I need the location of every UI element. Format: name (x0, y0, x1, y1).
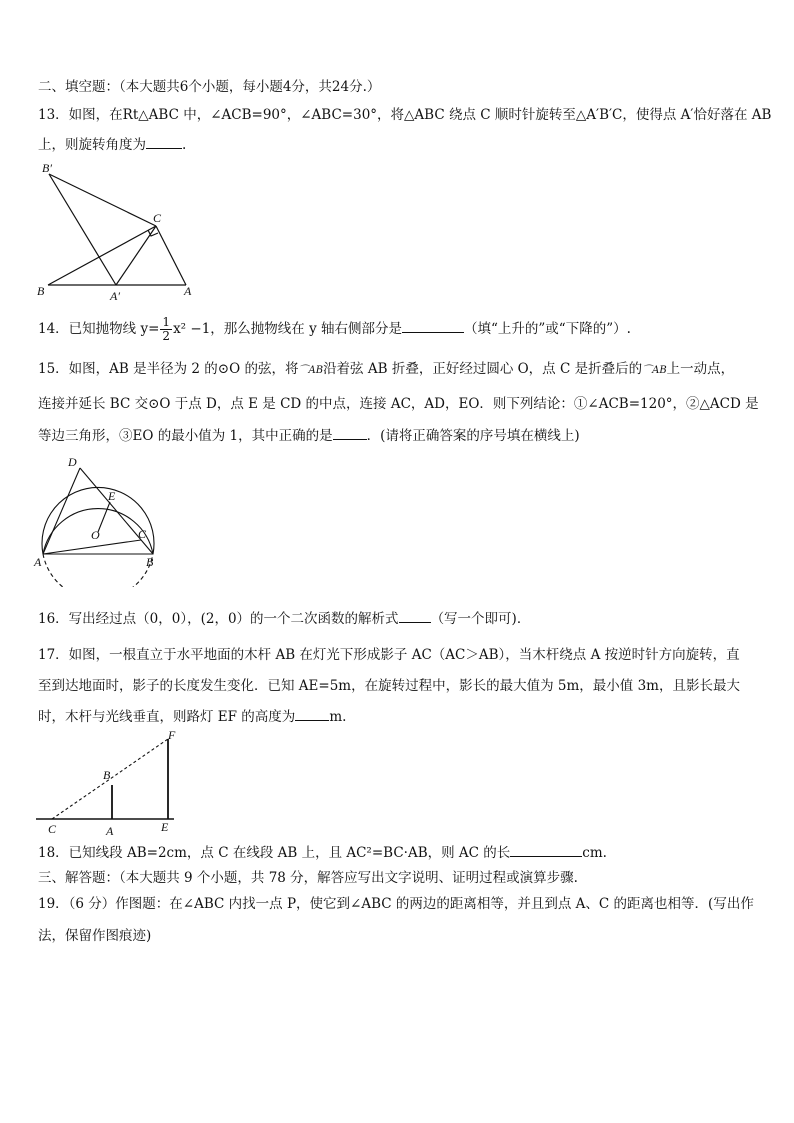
q19-line1: 19．（6 分）作图题：在∠ABC 内找一点 P，使它到∠ABC 的两边的距离相等，并且到点 A、C 的距离也相等．(写出作 (38, 896, 754, 912)
q18-text1: 18．已知线段 AB=2cm，点 C 在线段 AB 上，且 AC²=BC·AB，则 AC 的长 (38, 845, 511, 861)
label-a: A (106, 824, 114, 838)
label-e: E (108, 489, 116, 503)
label-c: C (138, 527, 147, 541)
q15-line2: 连接并延长 BC 交⊙O 于点 D，点 E 是 CD 的中点，连接 AC，AD，EO．则下列结论：①∠ACB=120°，②△ACD 是 (38, 396, 759, 412)
fraction-numerator: 1 (162, 315, 171, 329)
q14-text3: （填“上升的”或“下降的”）. (464, 321, 631, 337)
q15-text3: 上一动点， (666, 361, 735, 377)
label-a: A (184, 284, 192, 298)
edge-ca (156, 226, 186, 285)
q17-figure (34, 727, 184, 843)
label-a-prime: A′ (110, 289, 120, 303)
q17-line1: 17．如图，一根直立于水平地面的木杆 AB 在灯光下形成影子 AC（AC＞AB），当木杆绕点 A 按逆时针方向旋转，直 (38, 647, 740, 663)
q18-line (38, 844, 760, 862)
q13-text: 上，则旋转角度为 (38, 137, 146, 153)
q13-line1: 13．如图，在Rt△ABC 中，∠ACB=90°，∠ABC=30°，将△ABC 绕点 C 顺时针旋转至△A′B′C，使得点 A′恰好落在 AB (38, 107, 772, 123)
q18-text2: cm. (582, 845, 607, 861)
section-title: 二、填空题：（本大题共6个小题，每小题4分，共24分.） (38, 79, 381, 95)
label-a: A (34, 555, 42, 569)
q15-figure (30, 452, 170, 591)
fraction (160, 316, 172, 343)
q19-line2: 法，保留作图痕迹) (38, 928, 152, 944)
arc-ab: ⌒AB (298, 365, 324, 376)
label-b-prime: B′ (42, 161, 52, 175)
label-e: E (161, 820, 169, 834)
answer-blank (146, 136, 182, 149)
q15-line3 (38, 427, 760, 445)
q17-text1: 时，木杆与光线垂直，则路灯 EF 的高度为 (38, 709, 296, 725)
answer-blank (295, 708, 329, 721)
q16-line (38, 610, 760, 628)
arc-ab: ⌒AB (642, 365, 667, 376)
q17-text2: m. (329, 709, 347, 725)
q13-figure (34, 158, 204, 307)
segment-ad (43, 468, 80, 554)
q14-text2: x² −1，那么抛物线在 y 轴右侧部分是 (173, 321, 402, 337)
label-f: F (168, 728, 176, 742)
circle-o (42, 487, 154, 554)
circle-dashed-arc (43, 554, 153, 587)
edge-bc (48, 226, 156, 285)
q13-line2 (38, 136, 760, 154)
q15-text4: 等边三角形，③EO 的最小值为 1，其中正确的是 (38, 428, 333, 444)
q16-text1: 16．写出经过点（0，0），(2，0）的一个二次函数的解析式 (38, 611, 399, 627)
section-title: 三、解答题：（本大题共 9 个小题，共 78 分，解答应写出文字说明、证明过程或演算步骤. (38, 870, 578, 886)
answer-blank (333, 427, 367, 440)
label-b: B (146, 555, 154, 569)
label-b: B (37, 284, 45, 298)
q14-line (38, 314, 760, 344)
q16-text2: （写一个即可)． (430, 611, 531, 627)
label-d: D (68, 455, 77, 469)
q14-text1: 14．已知抛物线 y= (38, 321, 160, 337)
q13-end: . (182, 137, 187, 153)
label-o: O (91, 528, 100, 542)
q17-line2: 至到达地面时，影子的长度发生变化．已知 AE=5m，在旋转过程中，影长的最大值为 5m，最小值 3m，且影长最大 (38, 678, 740, 694)
q15-text5: ．(请将正确答案的序号填在横线上) (366, 428, 580, 444)
q15-line1 (38, 360, 760, 380)
answer-blank (399, 610, 431, 623)
label-c: C (153, 211, 162, 225)
q15-text1: 15．如图，AB 是半径为 2 的⊙O 的弦，将 (38, 361, 299, 377)
label-b: B (103, 768, 111, 782)
segment-oe (98, 502, 110, 532)
label-c: C (48, 822, 57, 836)
q15-text2: 沿着弦 AB 折叠，正好经过圆心 O，点 C 是折叠后的 (323, 361, 643, 377)
segment-ac (43, 540, 141, 554)
answer-blank (510, 844, 582, 857)
q17-line3 (38, 708, 760, 726)
answer-blank (402, 320, 464, 333)
fraction-denominator: 2 (162, 329, 171, 343)
